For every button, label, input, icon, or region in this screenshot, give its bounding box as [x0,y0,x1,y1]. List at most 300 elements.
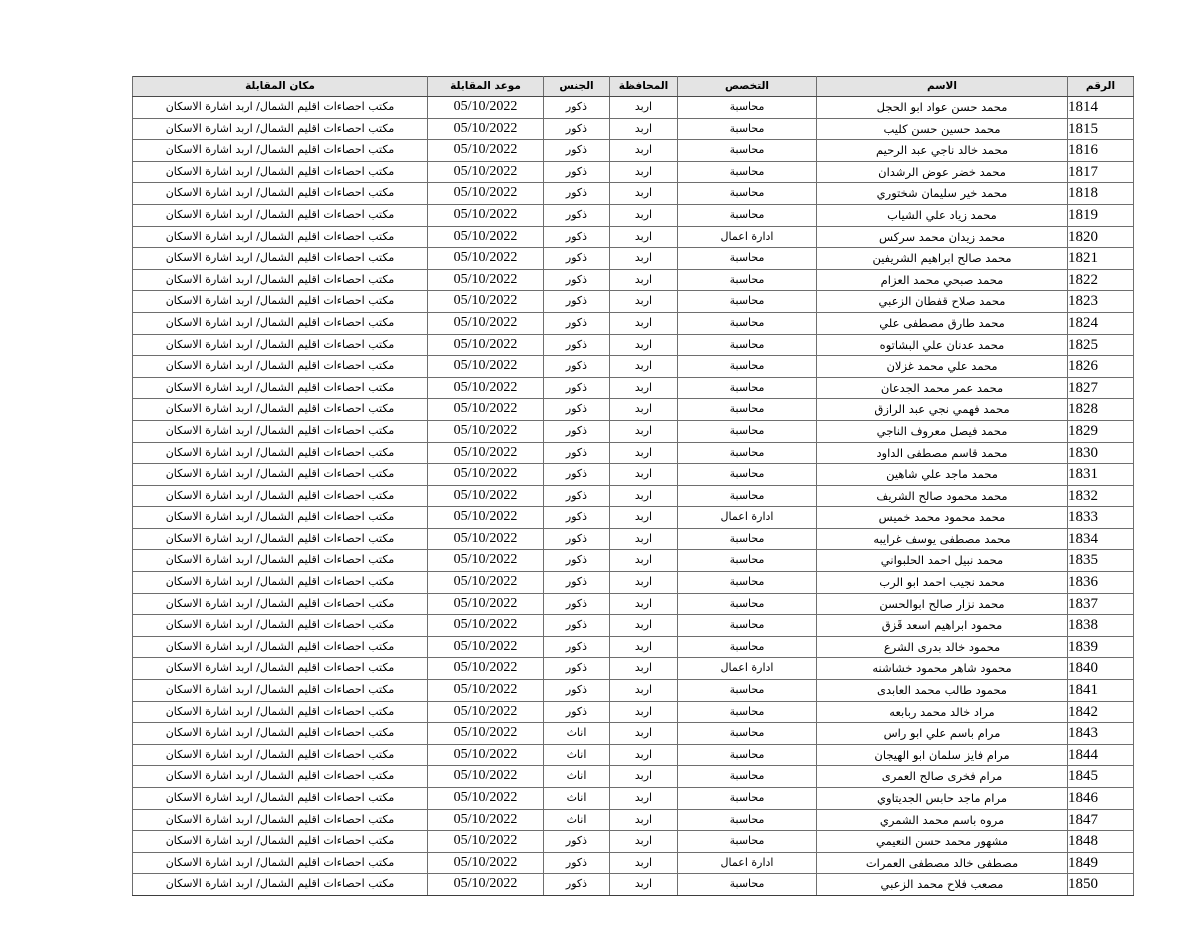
table-row [133,701,1134,723]
cell-governorate: اربد [610,140,678,162]
cell-name: مرام فايز سلمان ابو الهيجان [817,744,1068,766]
cell-governorate: اربد [610,226,678,248]
cell-number: 1846 [1068,788,1134,810]
cell-governorate: اربد [610,420,678,442]
cell-specialization: محاسبة [678,269,817,291]
cell-gender: ذكور [544,248,610,270]
cell-number: 1820 [1068,226,1134,248]
cell-number: 1815 [1068,118,1134,140]
cell-number: 1836 [1068,572,1134,594]
cell-number: 1842 [1068,701,1134,723]
cell-gender: ذكور [544,680,610,702]
cell-gender: ذكور [544,572,610,594]
cell-name: محمود خالد بدرى الشرع [817,636,1068,658]
table-row [133,636,1134,658]
table-row [133,809,1134,831]
table-row [133,615,1134,637]
cell-specialization: محاسبة [678,140,817,162]
cell-name: محمد خالد ناجي عبد الرحيم [817,140,1068,162]
table-row [133,788,1134,810]
cell-number: 1828 [1068,399,1134,421]
cell-interview-place: مكتب احصاءات اقليم الشمال/ اربد اشارة الاسكان [133,809,428,831]
cell-specialization: محاسبة [678,161,817,183]
cell-governorate: اربد [610,399,678,421]
table-row [133,852,1134,874]
cell-interview-date: 05/10/2022 [428,701,544,723]
cell-interview-date: 05/10/2022 [428,766,544,788]
cell-name: محمد صلاح قفطان الزعبي [817,291,1068,313]
cell-interview-date: 05/10/2022 [428,788,544,810]
cell-governorate: اربد [610,291,678,313]
column-header-gender: الجنس [544,77,610,97]
cell-interview-place: مكتب احصاءات اقليم الشمال/ اربد اشارة الاسكان [133,766,428,788]
cell-specialization: محاسبة [678,291,817,313]
table-row [133,442,1134,464]
cell-number: 1850 [1068,874,1134,896]
cell-number: 1822 [1068,269,1134,291]
cell-interview-date: 05/10/2022 [428,334,544,356]
cell-specialization: محاسبة [678,766,817,788]
cell-specialization: محاسبة [678,636,817,658]
cell-interview-place: مكتب احصاءات اقليم الشمال/ اربد اشارة الاسكان [133,874,428,896]
cell-interview-place: مكتب احصاءات اقليم الشمال/ اربد اشارة الاسكان [133,226,428,248]
cell-gender: ذكور [544,636,610,658]
cell-name: محمد عمر محمد الجدعان [817,377,1068,399]
table-row [133,291,1134,313]
cell-interview-date: 05/10/2022 [428,615,544,637]
cell-name: محمد عدنان علي البشاتوه [817,334,1068,356]
cell-gender: ذكور [544,161,610,183]
cell-interview-place: مكتب احصاءات اقليم الشمال/ اربد اشارة الاسكان [133,615,428,637]
cell-governorate: اربد [610,680,678,702]
table-row [133,464,1134,486]
cell-interview-place: مكتب احصاءات اقليم الشمال/ اربد اشارة الاسكان [133,334,428,356]
cell-number: 1826 [1068,356,1134,378]
cell-interview-place: مكتب احصاءات اقليم الشمال/ اربد اشارة الاسكان [133,658,428,680]
cell-number: 1847 [1068,809,1134,831]
cell-interview-date: 05/10/2022 [428,248,544,270]
cell-specialization: محاسبة [678,377,817,399]
cell-interview-date: 05/10/2022 [428,118,544,140]
cell-interview-place: مكتب احصاءات اقليم الشمال/ اربد اشارة الاسكان [133,204,428,226]
table-row [133,183,1134,205]
cell-specialization: محاسبة [678,312,817,334]
cell-specialization: محاسبة [678,701,817,723]
cell-interview-place: مكتب احصاءات اقليم الشمال/ اربد اشارة الاسكان [133,118,428,140]
cell-name: محمد فهمي نجي عبد الرازق [817,399,1068,421]
cell-name: محمد زيدان محمد سركس [817,226,1068,248]
cell-name: محمد حسين حسن كليب [817,118,1068,140]
column-header-interview-date: موعد المقابلة [428,77,544,97]
cell-interview-place: مكتب احصاءات اقليم الشمال/ اربد اشارة الاسكان [133,161,428,183]
cell-interview-date: 05/10/2022 [428,636,544,658]
cell-gender: اناث [544,723,610,745]
cell-interview-place: مكتب احصاءات اقليم الشمال/ اربد اشارة الاسكان [133,356,428,378]
cell-name: محمد طارق مصطفى علي [817,312,1068,334]
cell-specialization: ادارة اعمال [678,507,817,529]
cell-governorate: اربد [610,312,678,334]
table-row [133,593,1134,615]
cell-gender: ذكور [544,485,610,507]
cell-name: مرام فخرى صالح العمرى [817,766,1068,788]
cell-governorate: اربد [610,572,678,594]
cell-gender: ذكور [544,140,610,162]
cell-governorate: اربد [610,97,678,119]
table-row [133,161,1134,183]
cell-gender: ذكور [544,442,610,464]
cell-gender: ذكور [544,312,610,334]
cell-gender: اناث [544,744,610,766]
cell-interview-date: 05/10/2022 [428,377,544,399]
table-row [133,118,1134,140]
cell-interview-place: مكتب احصاءات اقليم الشمال/ اربد اشارة الاسكان [133,183,428,205]
cell-interview-date: 05/10/2022 [428,442,544,464]
cell-number: 1840 [1068,658,1134,680]
cell-gender: ذكور [544,464,610,486]
cell-interview-date: 05/10/2022 [428,464,544,486]
cell-specialization: محاسبة [678,809,817,831]
cell-name: مراد خالد محمد ربابعه [817,701,1068,723]
cell-interview-date: 05/10/2022 [428,183,544,205]
cell-name: محمد صبحي محمد العزام [817,269,1068,291]
cell-name: محمد حسن عواد ابو الحجل [817,97,1068,119]
cell-specialization: محاسبة [678,788,817,810]
cell-governorate: اربد [610,248,678,270]
cell-interview-place: مكتب احصاءات اقليم الشمال/ اربد اشارة الاسكان [133,572,428,594]
cell-governorate: اربد [610,593,678,615]
cell-specialization: ادارة اعمال [678,658,817,680]
cell-name: مصطفى خالد مصطفى العمرات [817,852,1068,874]
cell-gender: اناث [544,766,610,788]
cell-governorate: اربد [610,507,678,529]
cell-number: 1830 [1068,442,1134,464]
cell-interview-place: مكتب احصاءات اقليم الشمال/ اربد اشارة الاسكان [133,528,428,550]
cell-governorate: اربد [610,377,678,399]
cell-name: محمد مصطفى يوسف غرايبه [817,528,1068,550]
cell-specialization: محاسبة [678,831,817,853]
cell-number: 1814 [1068,97,1134,119]
cell-interview-place: مكتب احصاءات اقليم الشمال/ اربد اشارة الاسكان [133,636,428,658]
cell-interview-date: 05/10/2022 [428,420,544,442]
table-row [133,226,1134,248]
cell-interview-date: 05/10/2022 [428,593,544,615]
cell-governorate: اربد [610,615,678,637]
cell-interview-place: مكتب احصاءات اقليم الشمال/ اربد اشارة الاسكان [133,485,428,507]
cell-gender: ذكور [544,269,610,291]
cell-gender: اناث [544,788,610,810]
cell-interview-place: مكتب احصاءات اقليم الشمال/ اربد اشارة الاسكان [133,464,428,486]
cell-interview-date: 05/10/2022 [428,269,544,291]
cell-gender: ذكور [544,593,610,615]
cell-interview-date: 05/10/2022 [428,744,544,766]
cell-specialization: محاسبة [678,442,817,464]
cell-name: محمد نجيب احمد ابو الرب [817,572,1068,594]
cell-interview-place: مكتب احصاءات اقليم الشمال/ اربد اشارة الاسكان [133,550,428,572]
cell-name: مرام باسم علي ابو راس [817,723,1068,745]
cell-number: 1817 [1068,161,1134,183]
cell-gender: ذكور [544,97,610,119]
table-header-row [133,77,1134,97]
cell-specialization: ادارة اعمال [678,226,817,248]
cell-governorate: اربد [610,550,678,572]
cell-gender: ذكور [544,528,610,550]
cell-interview-place: مكتب احصاءات اقليم الشمال/ اربد اشارة الاسكان [133,442,428,464]
cell-name: محمد قاسم مصطفى الداود [817,442,1068,464]
cell-gender: ذكور [544,291,610,313]
cell-interview-date: 05/10/2022 [428,399,544,421]
cell-gender: ذكور [544,658,610,680]
cell-interview-place: مكتب احصاءات اقليم الشمال/ اربد اشارة الاسكان [133,399,428,421]
cell-name: محمد زياد علي الشياب [817,204,1068,226]
cell-name: محمد نزار صالح ابوالحسن [817,593,1068,615]
cell-specialization: محاسبة [678,464,817,486]
column-header-governorate: المحافظة [610,77,678,97]
table-row [133,874,1134,896]
cell-governorate: اربد [610,831,678,853]
cell-interview-date: 05/10/2022 [428,312,544,334]
cell-specialization: محاسبة [678,183,817,205]
column-header-interview-place: مكان المقابلة [133,77,428,97]
cell-specialization: محاسبة [678,399,817,421]
cell-number: 1829 [1068,420,1134,442]
cell-number: 1848 [1068,831,1134,853]
cell-number: 1823 [1068,291,1134,313]
cell-number: 1849 [1068,852,1134,874]
cell-specialization: محاسبة [678,550,817,572]
cell-number: 1841 [1068,680,1134,702]
cell-gender: ذكور [544,226,610,248]
cell-governorate: اربد [610,161,678,183]
cell-number: 1827 [1068,377,1134,399]
cell-interview-place: مكتب احصاءات اقليم الشمال/ اربد اشارة الاسكان [133,788,428,810]
cell-specialization: محاسبة [678,723,817,745]
cell-interview-place: مكتب احصاءات اقليم الشمال/ اربد اشارة الاسكان [133,291,428,313]
cell-interview-date: 05/10/2022 [428,204,544,226]
interview-schedule-table-container [133,76,1134,896]
cell-interview-date: 05/10/2022 [428,572,544,594]
cell-interview-place: مكتب احصاءات اقليم الشمال/ اربد اشارة الاسكان [133,680,428,702]
cell-number: 1835 [1068,550,1134,572]
cell-interview-date: 05/10/2022 [428,874,544,896]
cell-number: 1839 [1068,636,1134,658]
cell-interview-place: مكتب احصاءات اقليم الشمال/ اربد اشارة الاسكان [133,269,428,291]
cell-number: 1838 [1068,615,1134,637]
cell-governorate: اربد [610,852,678,874]
cell-governorate: اربد [610,723,678,745]
cell-name: مشهور محمد حسن النعيمي [817,831,1068,853]
cell-governorate: اربد [610,334,678,356]
table-row [133,269,1134,291]
table-row [133,766,1134,788]
cell-number: 1833 [1068,507,1134,529]
cell-governorate: اربد [610,485,678,507]
cell-specialization: محاسبة [678,744,817,766]
cell-interview-place: مكتب احصاءات اقليم الشمال/ اربد اشارة الاسكان [133,97,428,119]
cell-gender: ذكور [544,183,610,205]
cell-gender: اناث [544,809,610,831]
cell-number: 1834 [1068,528,1134,550]
table-row [133,204,1134,226]
cell-gender: ذكور [544,118,610,140]
cell-name: محمد علي محمد غزلان [817,356,1068,378]
table-row [133,507,1134,529]
cell-name: محمود شاهر محمود خشاشنه [817,658,1068,680]
cell-interview-date: 05/10/2022 [428,485,544,507]
cell-name: محمد نبيل احمد الحلبواني [817,550,1068,572]
cell-governorate: اربد [610,464,678,486]
cell-interview-date: 05/10/2022 [428,161,544,183]
cell-number: 1818 [1068,183,1134,205]
cell-number: 1819 [1068,204,1134,226]
table-row [133,723,1134,745]
table-row [133,399,1134,421]
cell-number: 1821 [1068,248,1134,270]
cell-gender: ذكور [544,831,610,853]
cell-interview-date: 05/10/2022 [428,852,544,874]
cell-gender: ذكور [544,701,610,723]
table-row [133,312,1134,334]
cell-specialization: محاسبة [678,528,817,550]
cell-governorate: اربد [610,636,678,658]
cell-name: مروه باسم محمد الشمري [817,809,1068,831]
cell-specialization: محاسبة [678,118,817,140]
table-row [133,420,1134,442]
cell-governorate: اربد [610,658,678,680]
cell-name: محمد خير سليمان شختوري [817,183,1068,205]
cell-interview-date: 05/10/2022 [428,831,544,853]
cell-specialization: محاسبة [678,356,817,378]
cell-interview-date: 05/10/2022 [428,550,544,572]
cell-governorate: اربد [610,809,678,831]
cell-interview-place: مكتب احصاءات اقليم الشمال/ اربد اشارة الاسكان [133,248,428,270]
cell-number: 1843 [1068,723,1134,745]
cell-specialization: محاسبة [678,420,817,442]
cell-governorate: اربد [610,356,678,378]
table-body [133,97,1134,896]
interview-schedule-table [132,76,1134,896]
cell-specialization: محاسبة [678,334,817,356]
cell-interview-place: مكتب احصاءات اقليم الشمال/ اربد اشارة الاسكان [133,723,428,745]
cell-name: محمد خضر عوض الرشدان [817,161,1068,183]
cell-specialization: محاسبة [678,204,817,226]
cell-interview-date: 05/10/2022 [428,291,544,313]
table-row [133,97,1134,119]
cell-interview-place: مكتب احصاءات اقليم الشمال/ اربد اشارة الاسكان [133,593,428,615]
cell-specialization: محاسبة [678,97,817,119]
cell-governorate: اربد [610,204,678,226]
cell-gender: ذكور [544,420,610,442]
cell-interview-date: 05/10/2022 [428,140,544,162]
column-header-name: الاسم [817,77,1068,97]
cell-gender: ذكور [544,399,610,421]
column-header-number: الرقم [1068,77,1134,97]
cell-number: 1832 [1068,485,1134,507]
cell-specialization: محاسبة [678,874,817,896]
cell-governorate: اربد [610,183,678,205]
cell-governorate: اربد [610,528,678,550]
cell-number: 1824 [1068,312,1134,334]
cell-name: محمود طالب محمد العابدى [817,680,1068,702]
cell-name: محمد فيصل معروف الناجي [817,420,1068,442]
cell-name: مرام ماجد حابس الجديتاوي [817,788,1068,810]
cell-governorate: اربد [610,118,678,140]
table-row [133,334,1134,356]
cell-interview-date: 05/10/2022 [428,528,544,550]
cell-governorate: اربد [610,788,678,810]
cell-interview-place: مكتب احصاءات اقليم الشمال/ اربد اشارة الاسكان [133,140,428,162]
cell-gender: ذكور [544,852,610,874]
cell-gender: ذكور [544,356,610,378]
table-header [133,77,1134,97]
cell-interview-place: مكتب احصاءات اقليم الشمال/ اربد اشارة الاسكان [133,507,428,529]
cell-specialization: محاسبة [678,572,817,594]
cell-interview-date: 05/10/2022 [428,809,544,831]
cell-interview-place: مكتب احصاءات اقليم الشمال/ اربد اشارة الاسكان [133,831,428,853]
cell-number: 1845 [1068,766,1134,788]
table-row [133,680,1134,702]
cell-interview-date: 05/10/2022 [428,356,544,378]
cell-specialization: محاسبة [678,615,817,637]
cell-interview-date: 05/10/2022 [428,723,544,745]
cell-interview-date: 05/10/2022 [428,507,544,529]
cell-interview-date: 05/10/2022 [428,658,544,680]
cell-interview-date: 05/10/2022 [428,680,544,702]
cell-governorate: اربد [610,744,678,766]
cell-specialization: محاسبة [678,680,817,702]
cell-name: مصعب فلاح محمد الزعبي [817,874,1068,896]
cell-interview-place: مكتب احصاءات اقليم الشمال/ اربد اشارة الاسكان [133,312,428,334]
cell-number: 1825 [1068,334,1134,356]
cell-number: 1816 [1068,140,1134,162]
cell-gender: ذكور [544,377,610,399]
cell-interview-place: مكتب احصاءات اقليم الشمال/ اربد اشارة الاسكان [133,377,428,399]
cell-specialization: محاسبة [678,485,817,507]
cell-name: محمود ابراهيم اسعد قَزق [817,615,1068,637]
cell-gender: ذكور [544,507,610,529]
cell-specialization: محاسبة [678,593,817,615]
table-row [133,356,1134,378]
table-row [133,528,1134,550]
table-row [133,550,1134,572]
cell-interview-place: مكتب احصاءات اقليم الشمال/ اربد اشارة الاسكان [133,420,428,442]
table-row [133,658,1134,680]
table-row [133,248,1134,270]
cell-governorate: اربد [610,874,678,896]
cell-interview-place: مكتب احصاءات اقليم الشمال/ اربد اشارة الاسكان [133,701,428,723]
cell-governorate: اربد [610,701,678,723]
cell-name: محمد محمود صالح الشريف [817,485,1068,507]
cell-specialization: ادارة اعمال [678,852,817,874]
cell-interview-date: 05/10/2022 [428,226,544,248]
cell-interview-place: مكتب احصاءات اقليم الشمال/ اربد اشارة الاسكان [133,744,428,766]
cell-governorate: اربد [610,766,678,788]
cell-gender: ذكور [544,334,610,356]
cell-interview-date: 05/10/2022 [428,97,544,119]
table-row [133,831,1134,853]
cell-name: محمد صالح ابراهيم الشريفين [817,248,1068,270]
table-row [133,485,1134,507]
cell-interview-place: مكتب احصاءات اقليم الشمال/ اربد اشارة الاسكان [133,852,428,874]
table-row [133,572,1134,594]
cell-name: محمد ماجد علي شاهين [817,464,1068,486]
cell-governorate: اربد [610,442,678,464]
column-header-specialization: التخصص [678,77,817,97]
cell-number: 1844 [1068,744,1134,766]
cell-gender: ذكور [544,874,610,896]
table-row [133,140,1134,162]
cell-name: محمد محمود محمد خميس [817,507,1068,529]
cell-gender: ذكور [544,615,610,637]
